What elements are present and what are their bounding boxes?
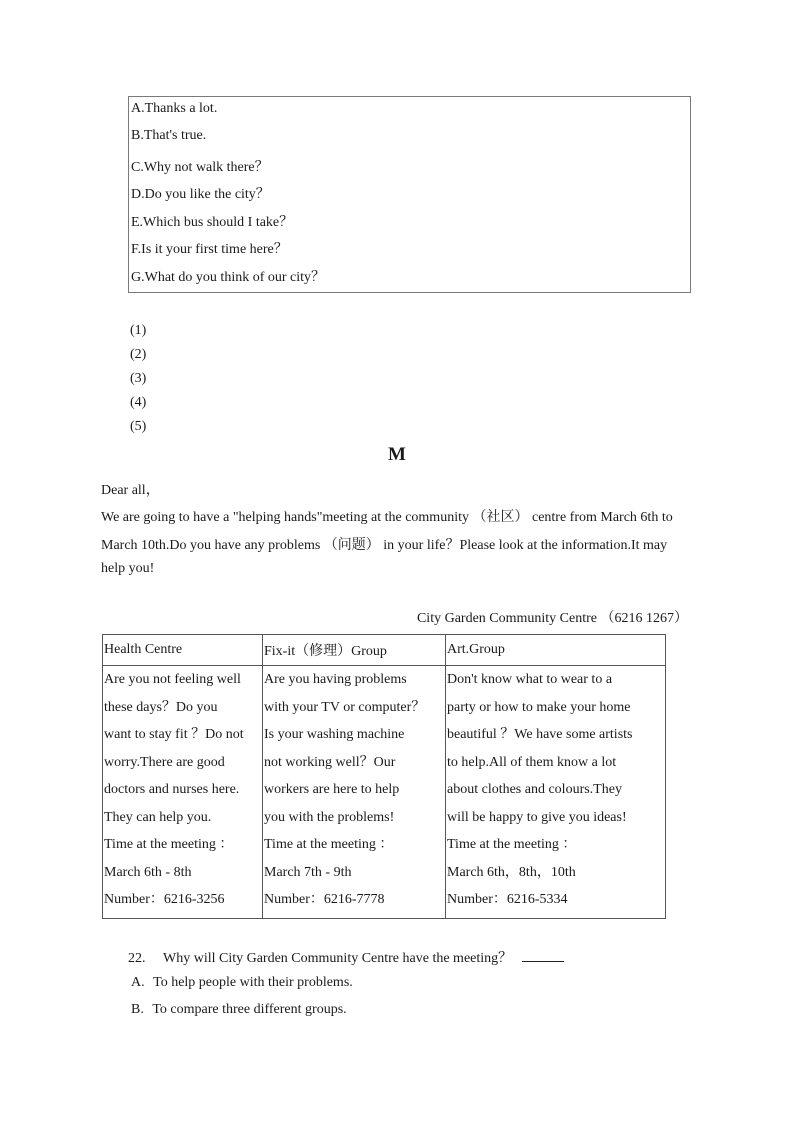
cell-line: to help.All of them know a lot	[447, 754, 617, 770]
option-c: C.Why not walk there？	[131, 160, 269, 175]
cell-line: about clothes and colours.They	[447, 782, 622, 797]
blank-5: (5)	[130, 419, 147, 434]
table-body-row	[103, 666, 666, 919]
cell-line: beautiful ？We have some artists	[447, 727, 633, 742]
choice-b-text: To compare three different groups.	[152, 1002, 347, 1017]
choice-a-label: A.	[131, 975, 145, 990]
option-f: F.Is it your first time here？	[131, 242, 288, 257]
cell-line: you with the problems!	[264, 809, 395, 825]
letter-line-3: help you!	[101, 561, 155, 576]
choice-a-text: To help people with their problems.	[153, 975, 353, 990]
header-health-centre: Health Centre	[103, 635, 263, 666]
cell-line: with your TV or computer？	[264, 699, 426, 715]
blank-1: (1)	[130, 323, 147, 338]
art-group-cell	[446, 666, 666, 919]
choice-b[interactable]	[131, 1002, 347, 1018]
cell-line: March 7th - 9th	[264, 864, 352, 880]
cell-line: Is your washing machine	[264, 727, 405, 742]
answer-blank[interactable]	[522, 947, 564, 962]
cell-line: doctors and nurses here.	[104, 782, 240, 797]
cell-line: will be happy to give you ideas!	[447, 809, 627, 825]
letter-greeting: Dear all，	[101, 483, 160, 498]
table-header-row	[103, 635, 666, 666]
centre-label: City Garden Community Centre （6216 1267）	[416, 611, 688, 626]
cell-line: Time at the meeting ：	[264, 837, 394, 852]
choice-a[interactable]	[131, 975, 353, 991]
cell-line: party or how to make your home	[447, 699, 631, 715]
info-table	[102, 634, 666, 919]
header-art-group: Art.Group	[446, 635, 666, 666]
option-b: B.That's true.	[131, 128, 207, 143]
cell-line: Number：6216-5334	[447, 892, 568, 907]
cell-line: workers are here to help	[264, 782, 400, 797]
health-centre-cell	[103, 666, 263, 919]
cell-line: March 6th - 8th	[104, 864, 192, 880]
cell-line: Are you having problems	[264, 672, 407, 687]
cell-line: Number：6216-7778	[264, 892, 385, 907]
cell-line: worry.There are good	[104, 754, 225, 770]
cell-line: these days？Do you	[104, 699, 218, 715]
letter-line-2: March 10th.Do you have any problems （问题） in your life？Please look at the information.It may	[101, 538, 668, 553]
choice-b-label: B.	[131, 1002, 144, 1017]
letter-line-1: We are going to have a "helping hands"meeting at the community （社区） centre from March 6th to	[101, 510, 673, 525]
option-d: D.Do you like the city？	[131, 187, 270, 202]
blank-2: (2)	[130, 347, 147, 362]
cell-line: not working well？Our	[264, 754, 396, 770]
question-number: 22.	[128, 951, 146, 966]
option-e: E.Which bus should I take？	[131, 215, 294, 230]
option-a: A.Thanks a lot.	[131, 101, 218, 116]
section-heading: M	[388, 444, 406, 465]
cell-line: Time at the meeting ：	[447, 837, 577, 852]
cell-line: Number：6216-3256	[104, 892, 225, 907]
question-22	[128, 947, 564, 967]
cell-line: They can help you.	[104, 809, 212, 825]
cell-line: Time at the meeting ：	[104, 837, 234, 852]
cell-line: want to stay fit ？Do not	[104, 727, 244, 742]
cell-line: March 6th，8th，10th	[447, 864, 576, 880]
blank-4: (4)	[130, 395, 147, 410]
cell-line: Are you not feeling well	[104, 672, 241, 687]
header-fix-it-group: Fix-it（修理）Group	[263, 635, 446, 666]
fix-it-group-cell	[263, 666, 446, 919]
question-text: Why will City Garden Community Centre have the meeting？	[163, 951, 513, 966]
options-box	[128, 96, 691, 293]
cell-line: Don't know what to wear to a	[447, 672, 613, 687]
blank-3: (3)	[130, 371, 147, 386]
option-g: G.What do you think of our city？	[131, 270, 326, 285]
